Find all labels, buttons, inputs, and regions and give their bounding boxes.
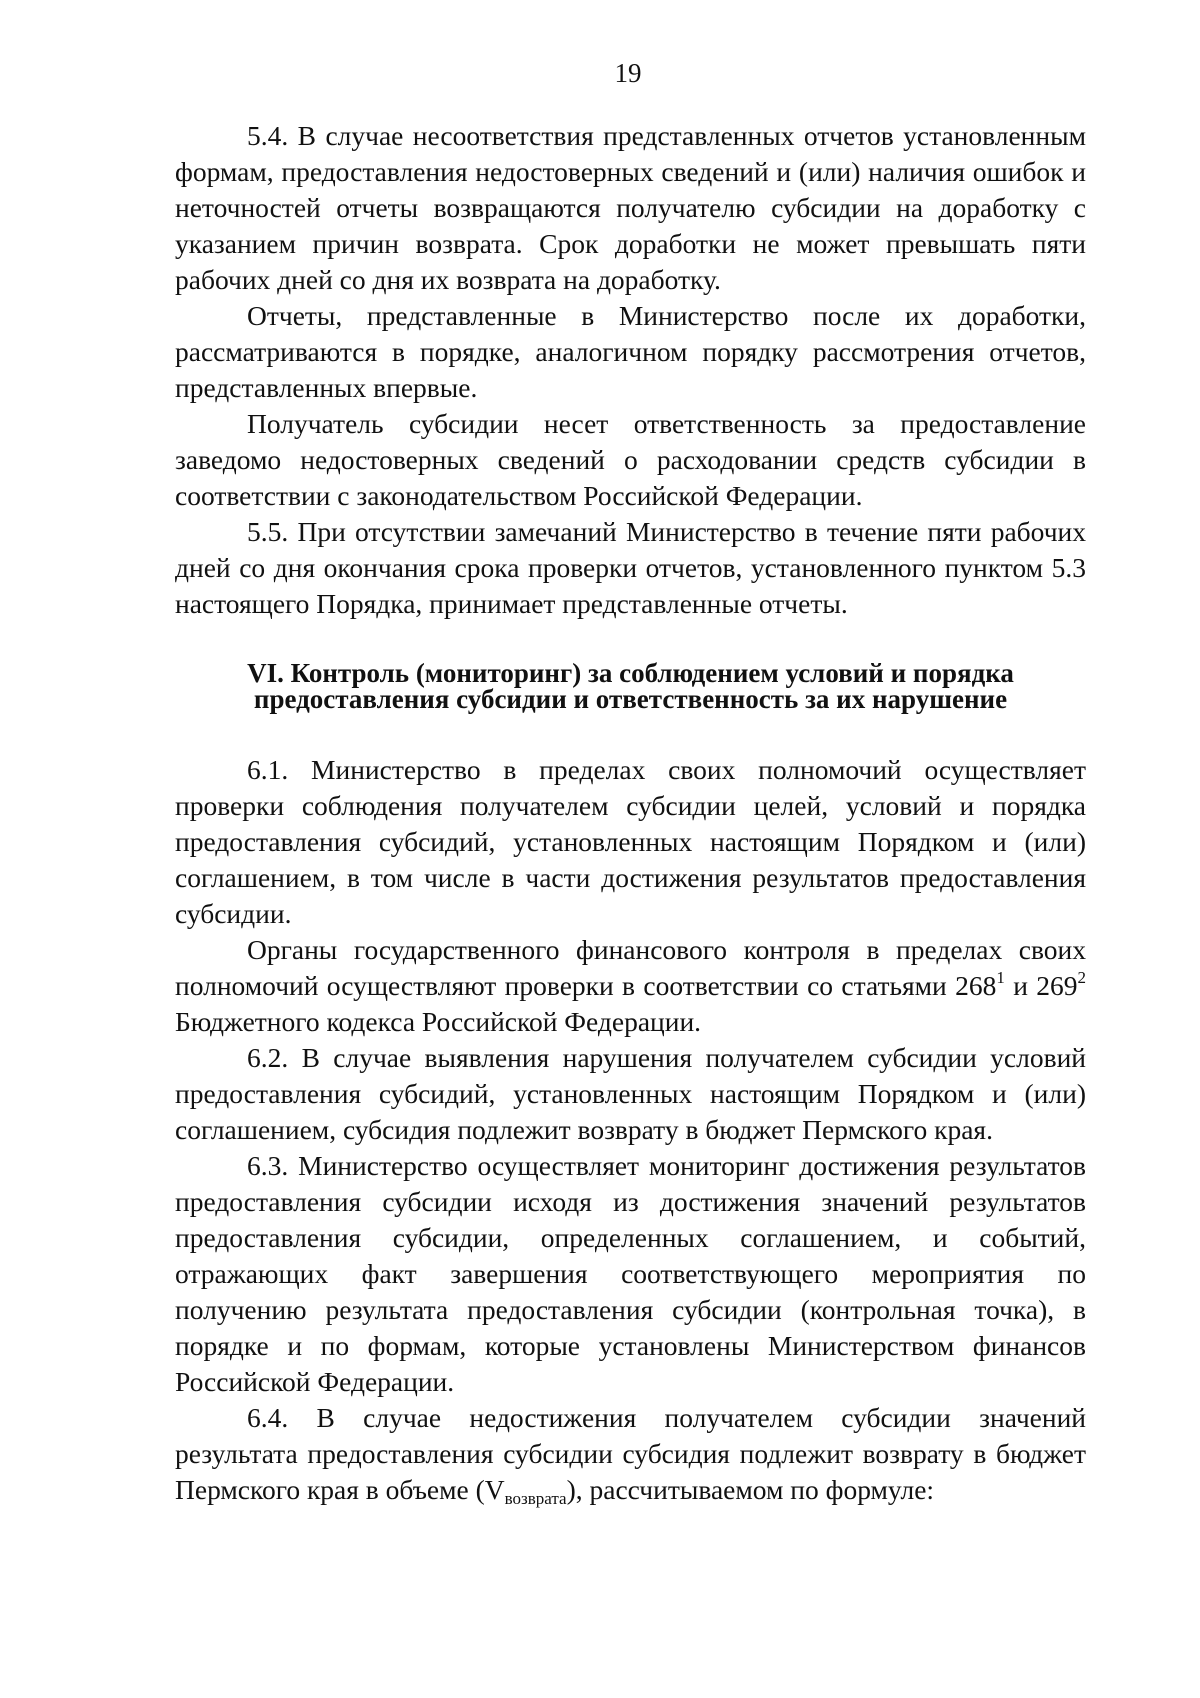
paragraph-reports-revision: Отчеты, представленные в Министерство после их доработки, рассматриваются в порядке, аналогичном порядку рассмотрения отчетов, представленных впервые.: [175, 300, 1086, 403]
financial-control-text-2: и 269: [1004, 970, 1078, 1001]
page-number: 19: [614, 58, 642, 88]
section-title-line-1: VI. Контроль (мониторинг) за соблюдением условий и порядка: [247, 658, 1014, 688]
paragraph-5-5: 5.5. При отсутствии замечаний Министерство в течение пяти рабочих дней со дня окончания срока проверки отчетов, установленного пунктом 5.3 настоящего Порядка, принимает представленные отчеты.: [175, 516, 1086, 619]
paragraph-financial-control: [175, 932, 1086, 1040]
paragraph-6-3: 6.3. Министерство осуществляет мониторинг достижения результатов предоставления субсидии исходя из достижения значений результатов предоставления субсидии, определенных соглашением, и событий, отражающих факт завершения соответствующего мероприятия по получению результата предоставления субсидии (контрольная точка), в порядке и по формам, которые установлены Министерством финансов Российской Федерации.: [175, 1150, 1086, 1397]
financial-control-text-1: Органы государственного финансового контроля в пределах своих полномочий осуществляют проверки в соответствии со статьями 268: [175, 934, 1086, 1001]
paragraph-6-2: 6.2. В случае выявления нарушения получателем субсидии условий предоставления субсидий, установленных настоящим Порядком и (или) соглашением, субсидия подлежит возврату в бюджет Пермского края.: [175, 1042, 1086, 1145]
paragraph-6-4-text-1: 6.4. В случае недостижения получателем субсидии значений результата предоставления субсидии субсидия подлежит возврату в бюджет Пермского края в объеме (V: [175, 1402, 1086, 1505]
paragraph-6-4-text-2: ), рассчитываемом по формуле:: [566, 1474, 935, 1505]
section-title-line-2: предоставления субсидии и ответственность за их нарушение: [253, 684, 1008, 714]
financial-control-text-3: Бюджетного кодекса Российской Федерации.: [175, 1006, 702, 1037]
paragraph-recipient-responsibility: Получатель субсидии несет ответственность за предоставление заведомо недостоверных сведений о расходовании средств субсидии в соответствии с законодательством Российской Федерации.: [175, 408, 1086, 511]
paragraph-6-1: 6.1. Министерство в пределах своих полномочий осуществляет проверки соблюдения получателем субсидии целей, условий и порядка предоставления субсидий, установленных настоящим Порядком и (или) соглашением, в том числе в части достижения результатов предоставления субсидии.: [175, 754, 1086, 929]
paragraph-6-4: [175, 1400, 1086, 1508]
superscript-2: 2: [1077, 968, 1086, 987]
paragraph-5-4: 5.4. В случае несоответствия представленных отчетов установленным формам, предоставления недостоверных сведений и (или) наличия ошибок и неточностей отчеты возвращаются получателю субсидии на доработку с указанием причин возврата. Срок доработки не может превышать пяти рабочих дней со дня их возврата на доработку.: [175, 120, 1086, 295]
superscript-1: 1: [996, 968, 1005, 987]
document-body: [175, 118, 1086, 1508]
v-return-subscript: возврата: [504, 1489, 567, 1508]
section-title: [175, 660, 1086, 712]
